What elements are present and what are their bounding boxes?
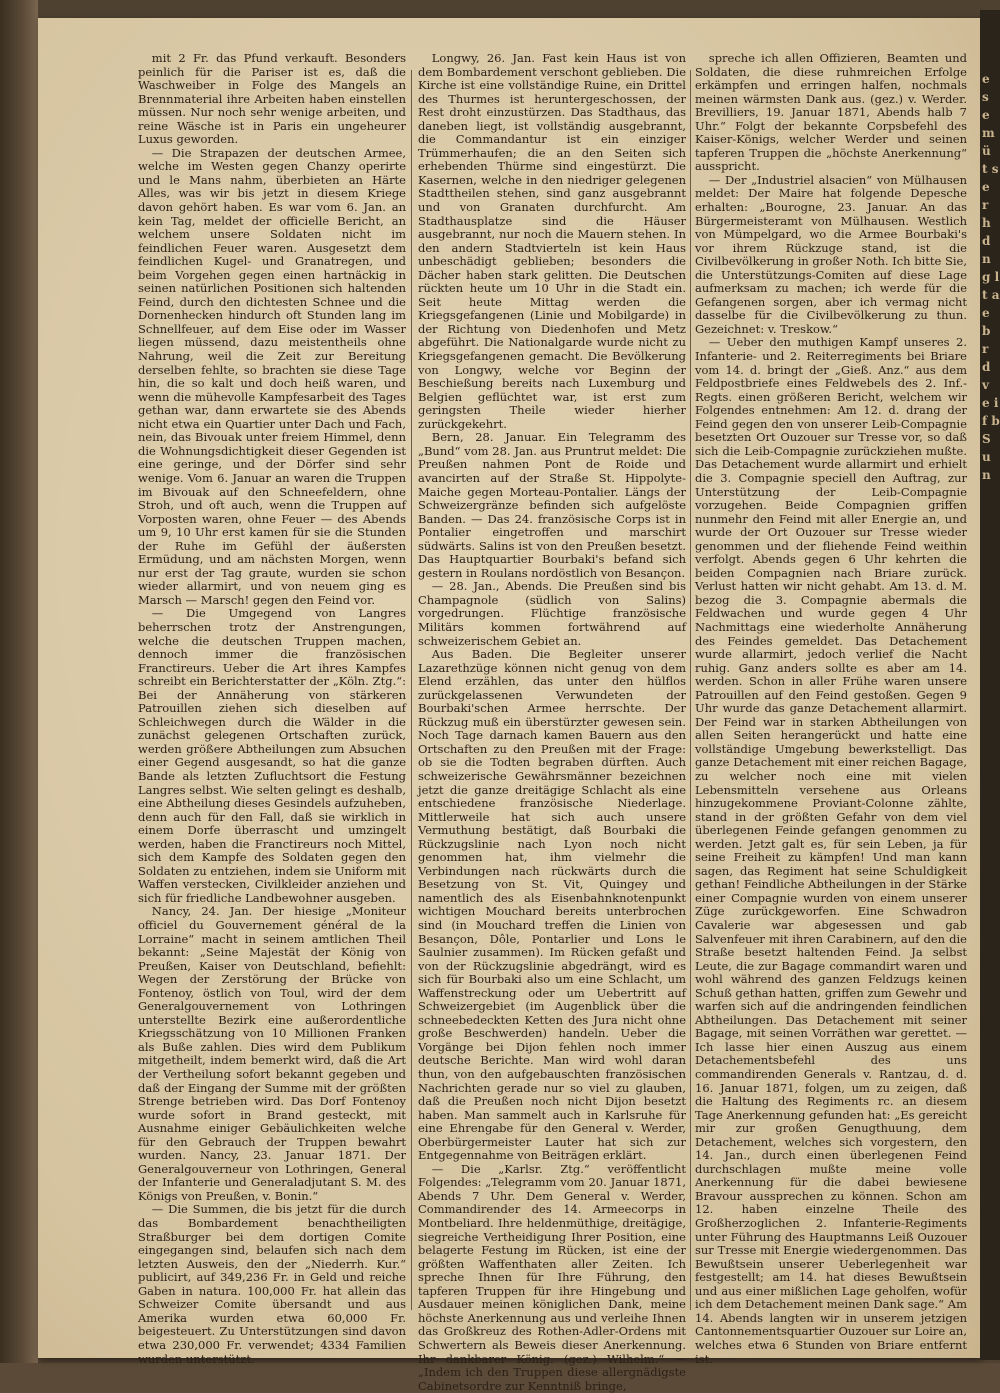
adjacent-page-edge bbox=[980, 10, 1000, 1360]
article-paragraph: spreche ich allen Offizieren, Beamten und Soldaten, die diese ruhmreichen Erfolge erkämpfen und erringen halfen, nochmals meinen wärmsten Dank aus. (gez.) v. Werder. Brevilliers, 19. Januar 1871, Abends halb 7 Uhr.“ Folgt der bekannte Corpsbefehl des Kaiser-Königs, welcher Werder und seinen tapferen Truppen die „höchste Anerkennung“ ausspricht. bbox=[695, 51, 967, 174]
article-paragraph: Bern, 28. Januar. Ein Telegramm des „Bund“ vom 28. Jan. aus Pruntrut meldet: Die Preußen nahmen Pont de Roide und avancirten auf der Straße St. Hippolyte-Maiche gegen Morteau-Pontalier. Längs der Schweizergränze befinden sich aufgelöste Banden. — Das 24. französische Corps ist in Pontalier eingetroffen und marschirt südwärts. Salins ist von den Preußen besetzt. Das Hauptquartier Bourbaki's befand sich gestern in Roulans nordöstlich von Besançon. bbox=[418, 430, 686, 580]
column-rule-2 bbox=[690, 70, 691, 1310]
article-paragraph: Longwy, 26. Jan. Fast kein Haus ist von dem Bombardement verschont geblieben. Die Kirche ist eine vollständige Ruine, ein Drittel des Thurmes ist heruntergeschossen, der Rest droht einzustürzen. Das Stadthaus, das daneben liegt, ist vollständig ausgebrannt, die Commandantur ist ein einziger Trümmerhaufen; die an den Seiten sich erhebenden Thürme sind eingestürzt. Die Kasernen, welche in den niedriger gelegenen Stadttheilen stehen, sind ganz ausgebrannt und von Granaten durchfurcht. Am Stadthausplatze sind die Häuser ausgebrannt, nur noch die Mauern stehen. In den andern Stadtvierteln ist kein Haus unbeschädigt geblieben; besonders die Dächer haben stark gelitten. Die Deutschen rückten heute um 10 Uhr in die Stadt ein. Seit heute Mittag werden die Kriegsgefangenen (Linie und Mobilgarde) in der Richtung von Diedenhofen und Metz abgeführt. Die Nationalgarde wurde nicht zu Kriegsgefangenen gemacht. Die Bevölkerung von Longwy, welche vor Beginn der Beschießung bereits nach Luxemburg und Belgien geflüchtet war, ist erst zum geringsten Theile wieder hierher zurückgekehrt. bbox=[418, 51, 686, 431]
adjacent-page-fragments: e s e m ü t s e r h d n g l t a e b r d v e i f b S u n bbox=[982, 72, 1000, 482]
article-paragraph: — Die Strapazen der deutschen Armee, welche im Westen gegen Chanzy operirte und le Mans nahm, überbieten an Härte Alles, was wir bis jetzt in diesem Kriege davon gehört haben. Es war vom 6. Jan. an kein Tag, meldet der officielle Bericht, an welchem unsere Soldaten nicht im feindlichen Feuer waren. Ausgesetzt dem feindlichen Kugel- und Granatregen, und beim Vorgehen gegen einen hartnäckig in seinen natürlichen Positionen sich haltenden Feind, durch den dichtesten Schnee und die Dornenhecken hindurch oft Stunden lang im Schnellfeuer, auf dem Eise oder im Wasser liegen müssend, dazu meistentheils ohne Nahrung, weil die Zeit zur Bereitung derselben fehlte, so brachten sie diese Tage hin, die so kalt und doch heiß waren, und wenn die mühevolle Kampfesarbeit des Tages gethan war, dann erwartete sie des Abends nicht etwa ein Quartier unter Dach und Fach, nein, das Bivouak unter freiem Himmel, denn die Wohnungsdichtigkeit dieser Gegenden ist eine geringe, und der Dörfer sind sehr wenige. Vom 6. Januar an waren die Truppen im Bivouak auf den Schneefeldern, ohne Stroh, und oft auch, wenn die Truppen auf Vorposten waren, ohne Feuer — des Abends um 9, 10 Uhr erst kamen für sie die Stunden der Ruhe im Gefühl der äußersten Ermüdung, und am nächsten Morgen, wenn nur erst der Tag graute, wurden sie schon wieder allarmirt, und von neuem ging es Marsch — Marsch! gegen den Feind vor. bbox=[138, 145, 406, 607]
column-2 bbox=[418, 51, 686, 1393]
article-paragraph: — Die Umgegend von Langres beherrschen trotz der Anstrengungen, welche die deutschen Truppen machen, dennoch immer die französischen Franctireurs. Ueber die Art ihres Kampfes schreibt ein Berichterstatter der „Köln. Ztg.“: Bei der Annäherung von stärkeren Patrouillen ziehen sich dieselben auf Schleichwegen durch die Wälder in die zunächst gelegenen Ortschaften zurück, werden größere Abtheilungen zum Absuchen einer Gegend ausgesandt, so hat die ganze Bande als letzten Zufluchtsort die Festung Langres selbst. Wie selten gelingt es deshalb, eine Abtheilung dieses Gesindels aufzuheben, denn auch für den Fall, daß sie wirklich in einem Dorfe überrascht und umzingelt werden, haben die Franctireurs noch Mittel, sich dem Kampfe des Soldaten gegen den Soldaten zu entziehen, indem sie Uniform mit Waffen verstecken, Civilkleider anziehen und sich für friedliche Landbewohner ausgeben. bbox=[138, 606, 406, 905]
article-paragraph: Nancy, 24. Jan. Der hiesige „Moniteur officiel du Gouvernement général de la Lorraine“ macht in seinem amtlichen Theil bekannt: „Seine Majestät der König von Preußen, Kaiser von Deutschland, befiehlt: Wegen der Zerstörung der Brücke von Fontenoy, östlich von Toul, wird der dem Generalgouvernement von Lothringen unterstellte Bezirk eine außerordentliche Kriegsschätzung von 10 Millionen Franken als Buße zahlen. Dies wird dem Publikum mitgetheilt, indem bemerkt wird, daß die Art der Vertheilung sofort bekannt gegeben und daß der Eingang der Summe mit der größten Strenge betrieben wird. Das Dorf Fontenoy wurde sofort in Brand gesteckt, mit Ausnahme einiger Gebäulichkeiten welche für den Gebrauch der Truppen bewahrt wurden. Nancy, 23. Januar 1871. Der Generalgouverneur von Lothringen, General der Infanterie und Generaladjutant S. M. des Königs von Preußen, v. Bonin.“ bbox=[138, 904, 406, 1203]
article-paragraph: — Ueber den muthigen Kampf unseres 2. Infanterie- und 2. Reiterregiments bei Briare vom 14. d. bringt der „Gieß. Anz.“ aus dem Feldpostbriefe eines Feldwebels des 2. Inf.-Regts. einen größeren Bericht, welchem wir Folgendes entnehmen: Am 12. d. drang der Feind gegen den von unserer Leib-Compagnie besetzten Ort Ouzouer sur Tresse vor, so daß sich die Leib-Compagnie zurückziehen mußte. Das Detachement wurde allarmirt und erhielt die 3. Compagnie speciell den Auftrag, zur Unterstützung der Leib-Compagnie vorzugehen. Beide Compagnien griffen nunmehr den Feind mit aller Energie an, und wurde der Ort Ouzouer sur Tresse wieder genommen und der fliehende Feind weithin verfolgt. Abends gegen 6 Uhr kehrten die beiden Compagnien nach Briare zurück. Verlust hatten wir nicht gehabt. Am 13. d. M. bezog die 3. Compagnie abermals die Feldwachen und wurde gegen 4 Uhr Nachmittags eine wiederholte Annäherung des Feindes gemeldet. Das Detachement wurde allarmirt, jedoch verlief die Nacht ruhig. Ganz anders sollte es aber am 14. werden. Schon in aller Frühe waren unsere Patrouillen auf den Feind gestoßen. Gegen 9 Uhr wurde das ganze Detachement allarmirt. Der Feind war in starken Abtheilungen von allen Seiten herangerückt und hatte eine vollständige Umgebung bewerkstelligt. Das ganze Detachement mit einer reichen Bagage, zu welcher noch eine mit vielen Lebensmitteln versehene aus Orleans hinzugekommene Proviant-Colonne zählte, stand in der größten Gefahr von dem viel überlegenen Feinde gefangen genommen zu werden. Jetzt galt es, für sein Leben, ja für seine Freiheit zu kämpfen! Und man kann sagen, das Regiment hat seine Schuldigkeit gethan! Feindliche Abtheilungen in der Stärke einer Compagnie wurden von einem unserer Züge zurückgeworfen. Eine Schwadron Cavalerie war abgesessen und gab Salvenfeuer mit ihren Carabinern, auf den die Straße besetzt haltenden Feind. Ja selbst Leute, die zur Bagage commandirt waren und wohl während des ganzen Feldzugs keinen Schuß gethan hatten, griffen zum Gewehr und warfen sich auf die andringenden feindlichen Abtheilungen. Das Detachement mit seiner Bagage, mit seinen Vorräthen war gerettet. — Ich lasse hier einen Auszug aus einem Detachementsbefehl des uns commandirenden Generals v. Rantzau, d. d. 16. Januar 1871, folgen, um zu zeigen, daß die Haltung des Regiments rc. an diesem Tage Anerkennung gefunden hat: „Es gereicht mir zur großen Genugthuung, dem Detachement, welches sich vorgestern, den 14. Jan., durch einen überlegenen Feind durchschlagen mußte meine volle Anerkennung für die dabei bewiesene Bravour aussprechen zu können. Schon am 12. haben einzelne Theile des Großherzoglichen 2. Infanterie-Regiments unter Führung des Hauptmanns Leiß Ouzouer sur Tresse mit Energie wiedergenommen. Das Bewußtsein unserer Ueberlegenheit war festgestellt; am 14. hat dieses Bewußtsein und aus einer mißlichen Lage geholfen, wofür ich dem Detachement meinen Dank sage.“ Am 14. Abends langten wir in unserem jetzigen Cantonnementsquartier Ouzouer sur Loire an, welches etwa 6 Stunden von Briare entfernt ist. bbox=[695, 335, 967, 1366]
article-paragraph: — 28. Jan., Abends. Die Preußen sind bis Champagnole (südlich von Salins) vorgedrungen. Flüchtige französische Militärs kommen fortwährend auf schweizerischem Gebiet an. bbox=[418, 579, 686, 648]
article-paragraph: — Der „Industriel alsacien“ von Mülhausen meldet: Der Maire hat folgende Depesche erhalten: „Bourogne, 23. Januar. An das Bürgermeisteramt von Mülhausen. Westlich von Mümpelgard, wo die Armee Bourbaki's vor ihrem Rückzuge stand, ist die Civilbevölkerung in großer Noth. Ich bitte Sie, die Unterstützungs-Comiten auf diese Lage aufmerksam zu machen; ich werde für die Gefangenen sorgen, aber ich vermag nicht dasselbe für die Civilbevölkerung zu thun. Gezeichnet: v. Treskow.“ bbox=[695, 172, 967, 336]
article-paragraph: — Die „Karlsr. Ztg.“ veröffentlicht Folgendes: „Telegramm vom 20. Januar 1871, Abends 7 Uhr. Dem General v. Werder, Commandirender des 14. Armeecorps in Montbeliard. Ihre heldenmüthige, dreitägige, siegreiche Vertheidigung Ihrer Position, eine belagerte Festung im Rücken, ist eine der größten Waffenthaten aller Zeiten. Ich spreche Ihnen für Ihre Führung, den tapferen Truppen für ihre Hingebung und Ausdauer meinen königlichen Dank, meine höchste Anerkennung aus und verleihe Ihnen das Großkreuz des Rothen-Adler-Ordens mit Schwertern als Beweis dieser Anerkennung. Ihr dankbarer König. (gez.) Wilhelm.“ — „Indem ich den Truppen diese allergnädigste Cabinetsordre zur Kenntniß bringe, bbox=[418, 1161, 686, 1393]
article-paragraph: mit 2 Fr. das Pfund verkauft. Besonders peinlich für die Pariser ist es, daß die Waschweiber in Folge des Mangels an Brennmaterial ihre Arbeiten haben einstellen müssen. Nur noch sehr wenige arbeiten, und reine Wäsche ist in Paris ein ungeheurer Luxus geworden. bbox=[138, 51, 406, 147]
book-spine bbox=[0, 0, 38, 1363]
column-3 bbox=[695, 51, 967, 1366]
column-1 bbox=[138, 51, 406, 1366]
article-paragraph: Aus Baden. Die Begleiter unserer Lazarethzüge können nicht genug von dem Elend erzählen, das unter den hülflos zurückgelassenen Verwundeten der Bourbaki'schen Armee herrschte. Der Rückzug muß ein überstürzter gewesen sein. Noch Tage darnach kamen Bauern aus den Ortschaften zu den Preußen mit der Frage: ob sie die Todten begraben dürften. Auch schweizerische Gewährsmänner bezeichnen jetzt die ganze dreitägige Schlacht als eine entschiedene französische Niederlage. Mittlerweile hat sich auch unsere Vermuthung bestätigt, daß Bourbaki die Rückzugslinie nach Lyon noch nicht genommen hat, ihm vielmehr die Verbindungen nach rückwärts durch die Besetzung von St. Vit, Quingey und namentlich des als Eisenbahnknotenpunkt wichtigen Mouchard bereits unterbrochen sind (in Mouchard treffen die Linien von Besançon, Dôle, Pontarlier und Lons le Saulnier zusammen). Im Rücken gefaßt und von der Rückzugslinie abgedrängt, wird es sich für Bourbaki also um eine Schlacht, um Waffenstreckung oder um Uebertritt auf Schweizergebiet (im Augenblick über die schneebedeckten Ketten des Jura nicht ohne große Beschwerden) handeln. Ueber die Vorgänge bei Dijon fehlen noch immer deutsche Berichte. Man wird wohl daran thun, von den aufgebauschten französischen Nachrichten gerade nur so viel zu glauben, daß die Preußen noch nicht Dijon besetzt haben. Man sammelt auch in Karlsruhe für eine Ehrengabe für den General v. Werder, Oberbürgermeister Lauter hat sich zur Entgegennahme von Beiträgen erklärt. bbox=[418, 647, 686, 1163]
article-paragraph: — Die Summen, die bis jetzt für die durch das Bombardement benachtheiligten Straßburger bei dem dortigen Comite eingegangen sind, belaufen sich nach dem letzten Ausweis, den der „Niederrh. Kur.“ publicirt, auf 349,236 Fr. in Geld und reiche Gaben in natura. 100,000 Fr. hat allein das Schweizer Comite übersandt und aus Amerika wurden etwa 60,000 Fr. beigesteuert. Zu Unterstützungen sind davon etwa 230,000 Fr. verwendet; 4334 Familien wurden unterstützt. bbox=[138, 1202, 406, 1366]
column-rule-1 bbox=[411, 70, 412, 1310]
